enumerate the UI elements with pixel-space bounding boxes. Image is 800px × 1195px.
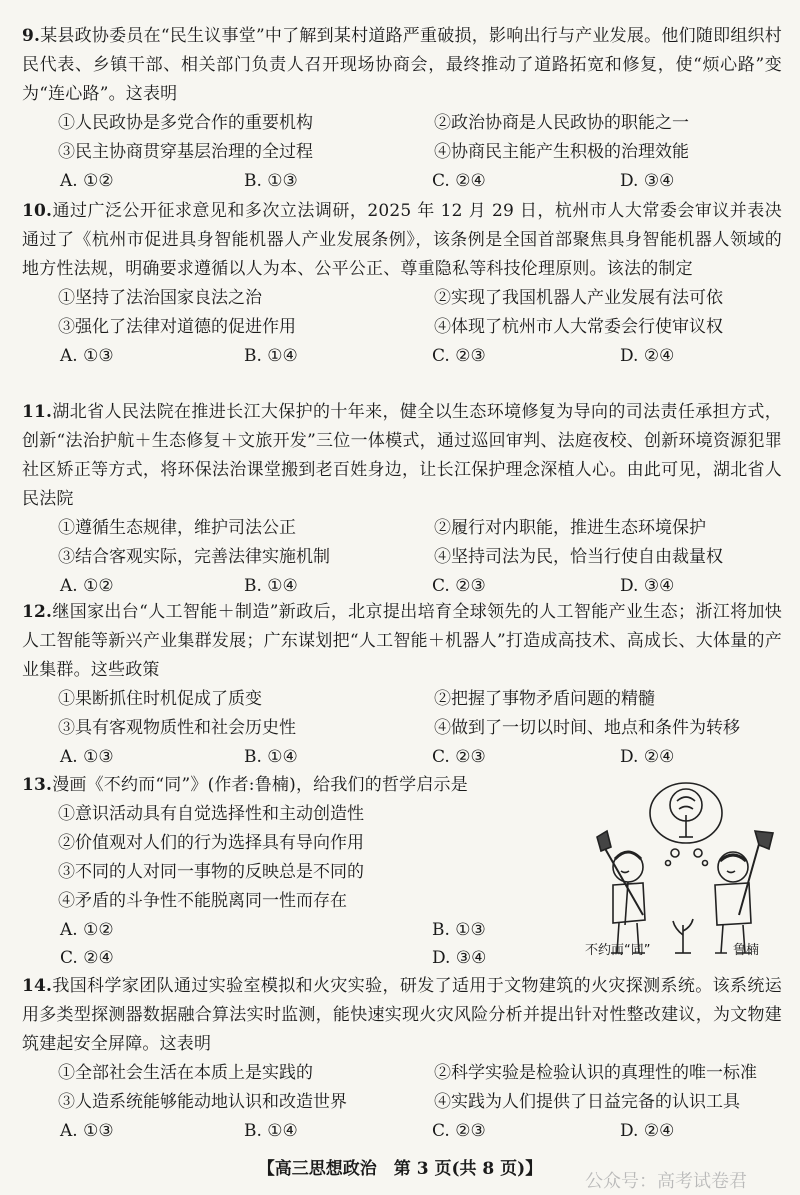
choice-c: C. ②④ — [432, 171, 486, 191]
statement-2: ②履行对内职能，推进生态环境保护 — [434, 518, 706, 538]
statement-3: ③具有客观物质性和社会历史性 — [58, 718, 296, 738]
statement-1: ①遵循生态规律，维护司法公正 — [58, 518, 296, 538]
choice-d: D. ③④ — [620, 171, 675, 191]
statement-3: ③人造系统能够能动地认识和改造世界 — [58, 1092, 347, 1112]
statement-3: ③强化了法律对道德的促进作用 — [58, 317, 296, 337]
watermark: 公众号：高考试卷君 — [585, 1171, 747, 1192]
statement-1: ①坚持了法治国家良法之治 — [58, 288, 262, 308]
question-10 — [22, 197, 782, 370]
statement-4: ④实践为人们提供了日益完备的认识工具 — [434, 1092, 740, 1112]
choice-a: A. ①③ — [60, 346, 114, 366]
choice-d: D. ③④ — [620, 576, 675, 596]
choice-b: B. ①④ — [244, 576, 298, 596]
choice-a: A. ①② — [60, 920, 114, 940]
question-stem: 我国科学家团队通过实验室模拟和火灾实验，研发了适用于文物建筑的火灾探测系统。该系统运用多类型探测器数据融合算法实时监测，能快速实现火灾风险分析并提出针对性整改建议，为文物建筑建起安全屏障。这表明 — [22, 976, 782, 1054]
cartoon-drawing — [583, 775, 783, 965]
statement-2: ②实现了我国机器人产业发展有法可依 — [434, 288, 723, 308]
choice-b: B. ①④ — [244, 1121, 298, 1141]
choice-c: C. ②③ — [432, 346, 486, 366]
choice-d: D. ②④ — [620, 346, 675, 366]
question-stem: 某县政协委员在“民生议事堂”中了解到某村道路严重破损，影响出行与产业发展。他们随即组织村民代表、乡镇干部、相关部门负责人召开现场协商会，最终推动了道路拓宽和修复，使“烦心路”变为“连心路”。这表明 — [22, 26, 782, 104]
choice-c: C. ②③ — [432, 576, 486, 596]
question-11 — [22, 398, 782, 600]
statement-1: ①果断抓住时机促成了质变 — [58, 689, 262, 709]
question-number: 12. — [22, 602, 53, 622]
question-number: 10. — [22, 201, 53, 221]
statement-4: ④体现了杭州市人大常委会行使审议权 — [434, 317, 723, 337]
statement-1: ①意识活动具有自觉选择性和主动创造性 — [58, 804, 364, 824]
statement-4: ④矛盾的斗争性不能脱离同一性而存在 — [58, 891, 347, 911]
question-number: 11. — [22, 402, 53, 422]
question-stem: 通过广泛公开征求意见和多次立法调研，2025 年 12 月 29 日，杭州市人大常委会审议并表决通过了《杭州市促进具身智能机器人产业发展条例》，该条例是全国首部聚焦具身智能机器人领域的地方性法规，明确要求遵循以人为本、公平公正、尊重隐私等科技伦理原则。该法的制定 — [22, 201, 782, 279]
question-number: 9. — [22, 26, 41, 46]
statement-1: ①全部社会生活在本质上是实践的 — [58, 1063, 313, 1083]
statement-3: ③民主协商贯穿基层治理的全过程 — [58, 142, 313, 162]
choice-c: C. ②④ — [60, 948, 114, 968]
choice-a: A. ①② — [60, 576, 114, 596]
statement-1: ①人民政协是多党合作的重要机构 — [58, 113, 313, 133]
question-9 — [22, 22, 782, 195]
choice-c: C. ②③ — [432, 1121, 486, 1141]
choice-b: B. ①④ — [244, 747, 298, 767]
choice-b: B. ①③ — [432, 920, 486, 940]
statement-2: ②把握了事物矛盾问题的精髓 — [434, 689, 655, 709]
statement-4: ④做到了一切以时间、地点和条件为转移 — [434, 718, 740, 738]
choice-b: B. ①④ — [244, 346, 298, 366]
statement-4: ④协商民主能产生积极的治理效能 — [434, 142, 689, 162]
question-number: 13. — [22, 775, 53, 795]
question-12 — [22, 598, 782, 771]
question-stem: 湖北省人民法院在推进长江大保护的十年来，健全以生态环境修复为导向的司法责任承担方式，创新“法治护航＋生态修复＋文旅开发”三位一体模式，通过巡回审判、法庭夜校、创新环境资源犯罪社区矫正等方式，将环保法治课堂搬到老百姓身边，让长江保护理念深植人心。由此可见，湖北省人民法院 — [22, 402, 782, 509]
choice-d: D. ③④ — [432, 948, 487, 968]
statement-2: ②政治协商是人民政协的职能之一 — [434, 113, 689, 133]
choice-b: B. ①③ — [244, 171, 298, 191]
question-stem: 继国家出台“人工智能＋制造”新政后，北京提出培育全球领先的人工智能产业生态；浙江将加快人工智能等新兴产业集群发展；广东谋划把“人工智能＋机器人”打造成高技术、高成长、大体量的产业集群。这些政策 — [22, 602, 782, 680]
cartoon-illustration — [583, 775, 783, 965]
cartoon-author: 鲁楠 — [733, 943, 760, 958]
statement-3: ③结合客观实际，完善法律实施机制 — [58, 547, 330, 567]
statement-2: ②价值观对人们的行为选择具有导向作用 — [58, 833, 364, 853]
question-number: 14. — [22, 976, 53, 996]
statement-4: ④坚持司法为民，恰当行使自由裁量权 — [434, 547, 723, 567]
statement-3: ③不同的人对同一事物的反映总是不同的 — [58, 862, 364, 882]
statement-2: ②科学实验是检验认识的真理性的唯一标准 — [434, 1063, 757, 1083]
choice-d: D. ②④ — [620, 747, 675, 767]
page-footer: 【高三思想政治 第 3 页(共 8 页)】 — [257, 1159, 543, 1179]
choice-a: A. ①③ — [60, 747, 114, 767]
cartoon-title: 不约而“同” — [585, 943, 651, 958]
question-stem: 漫画《不约而“同”》(作者:鲁楠)，给我们的哲学启示是 — [52, 775, 468, 795]
choice-a: A. ①② — [60, 171, 114, 191]
choice-d: D. ②④ — [620, 1121, 675, 1141]
choice-a: A. ①③ — [60, 1121, 114, 1141]
question-14 — [22, 972, 782, 1145]
choice-c: C. ②③ — [432, 747, 486, 767]
